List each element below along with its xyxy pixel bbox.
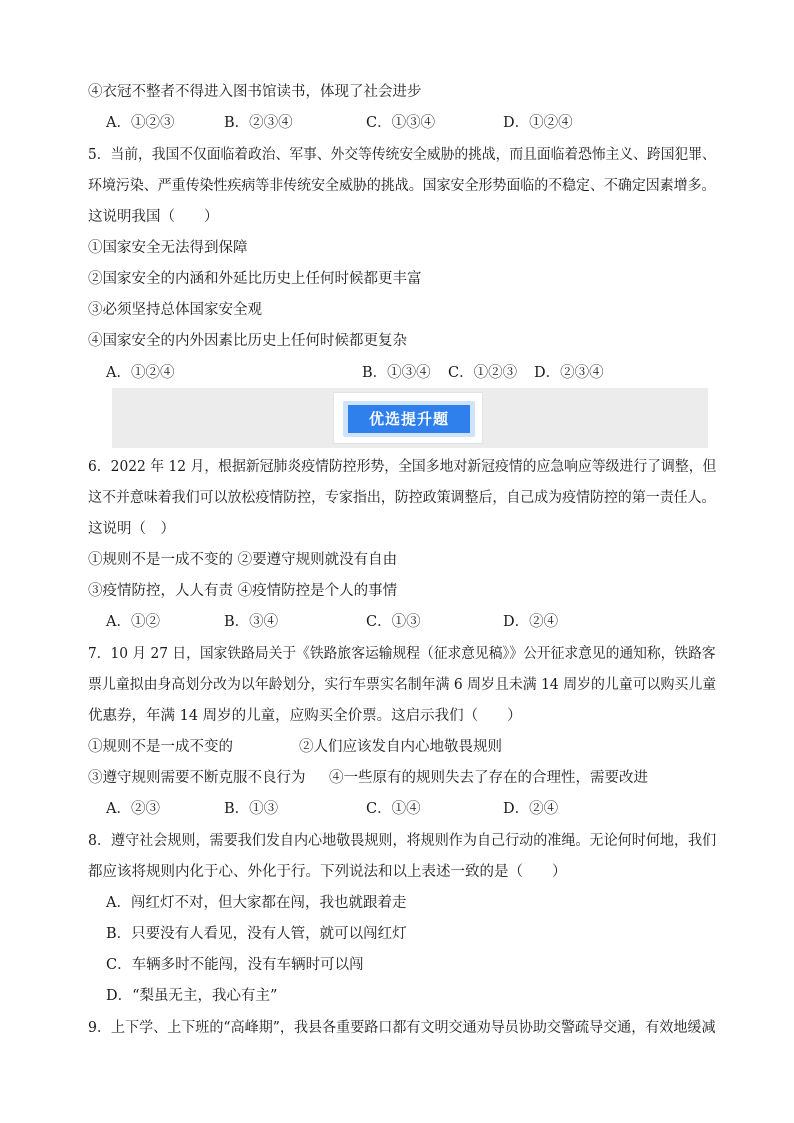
q4-option-c: C．①③④ — [366, 115, 436, 131]
q7-option-b: B．①③ — [224, 801, 279, 817]
q5-option-d: D．②③④ — [534, 365, 604, 381]
q6-option-c: C．①③ — [366, 614, 421, 630]
q5-option-c: C．①②③ — [448, 365, 518, 381]
q6-stem-line-2: 这不并意味着我们可以放松疫情防控，专家指出，防控政策调整后，自己成为疫情防控的第一责任人。 — [88, 490, 716, 506]
q7-statement-4: ④一些原有的规则失去了存在的合理性，需要改进 — [329, 770, 648, 786]
q5-statement-4: ④国家安全的内外因素比历史上任何时候都更复杂 — [88, 333, 407, 349]
q5-statement-1: ①国家安全无法得到保障 — [88, 240, 248, 256]
q5-option-b: B．①③④ — [362, 365, 431, 381]
q4-option-b: B．②③④ — [224, 115, 293, 131]
q5-stem-line-3: 这说明我国（ ） — [88, 209, 219, 225]
q6-statements-1-2: ①规则不是一成不变的 ②要遵守规则就没有自由 — [88, 552, 398, 568]
q6-option-a: A．①② — [106, 614, 160, 630]
section-badge-label: 优选提升题 — [348, 405, 470, 433]
q7-option-c: C．①④ — [366, 801, 421, 817]
q8-option-b: B．只要没有人看见，没有人管，就可以闯红灯 — [106, 926, 407, 942]
q7-stem-line-2: 票儿童拟由身高划分改为以年龄划分，实行车票实名制年满 6 周岁且未满 14 周岁的儿童可以购买儿童 — [88, 677, 717, 693]
q6-stem-line-3: 这说明（ ） — [88, 521, 175, 537]
q8-option-a: A．闯红灯不对，但大家都在闯，我也就跟着走 — [106, 895, 407, 911]
q7-statement-3: ③遵守规则需要不断克服不良行为 — [88, 770, 306, 786]
q6-statements-3-4: ③疫情防控，人人有责 ④疫情防控是个人的事情 — [88, 583, 398, 599]
q6-option-b: B．③④ — [224, 614, 279, 630]
q7-option-d: D．②④ — [503, 801, 559, 817]
q5-stem-line-1: 5．当前，我国不仅面临着政治、军事、外交等传统安全威胁的挑战，而且面临着恐怖主义、跨国犯罪、 — [88, 147, 716, 163]
q8-option-d: D．“梨虽无主，我心有主” — [106, 988, 278, 1004]
q5-statement-2: ②国家安全的内涵和外延比历史上任何时候都更丰富 — [88, 271, 422, 287]
q9-stem-line-1: 9．上下学、上下班的“高峰期”，我县各重要路口都有文明交通劝导员协助交警疏导交通，有效地缓减 — [88, 1020, 716, 1036]
section-badge — [333, 392, 483, 444]
q7-statement-1: ①规则不是一成不变的 — [88, 739, 233, 755]
q6-stem-line-1: 6．2022 年 12 月，根据新冠肺炎疫情防控形势，全国多地对新冠疫情的应急响应等级进行了调整，但 — [88, 459, 717, 475]
q8-stem-line-1: 8．遵守社会规则，需要我们发自内心地敬畏规则，将规则作为自己行动的准绳。无论何时何地，我们 — [88, 833, 717, 849]
q7-stem-line-3: 优惠券，年满 14 周岁的儿童，应购买全价票。这启示我们（ ） — [88, 708, 522, 724]
q5-stem-line-2: 环境污染、严重传染性疾病等非传统安全威胁的挑战。国家安全形势面临的不稳定、不确定因素增多。 — [88, 178, 716, 194]
q8-option-c: C．车辆多时不能闯，没有车辆时可以闯 — [106, 957, 364, 973]
q5-option-a: A．①②④ — [106, 365, 175, 381]
q7-option-a: A．②③ — [106, 801, 160, 817]
q5-statement-3: ③必须坚持总体国家安全观 — [88, 302, 262, 318]
q7-statement-2: ②人们应该发自内心地敬畏规则 — [299, 739, 502, 755]
q8-stem-line-2: 都应该将规则内化于心、外化于行。下列说法和以上表述一致的是（ ） — [88, 864, 567, 880]
q4-option-a: A．①②③ — [106, 115, 175, 131]
q6-option-d: D．②④ — [503, 614, 559, 630]
q7-stem-line-1: 7．10 月 27 日，国家铁路局关于《铁路旅客运输规程（征求意见稿》》公开征求意见的通知称，铁路客 — [88, 646, 716, 662]
q4-statement-4: ④衣冠不整者不得进入图书馆读书，体现了社会进步 — [88, 84, 422, 100]
q4-option-d: D．①②④ — [503, 115, 573, 131]
section-banner — [112, 388, 708, 448]
